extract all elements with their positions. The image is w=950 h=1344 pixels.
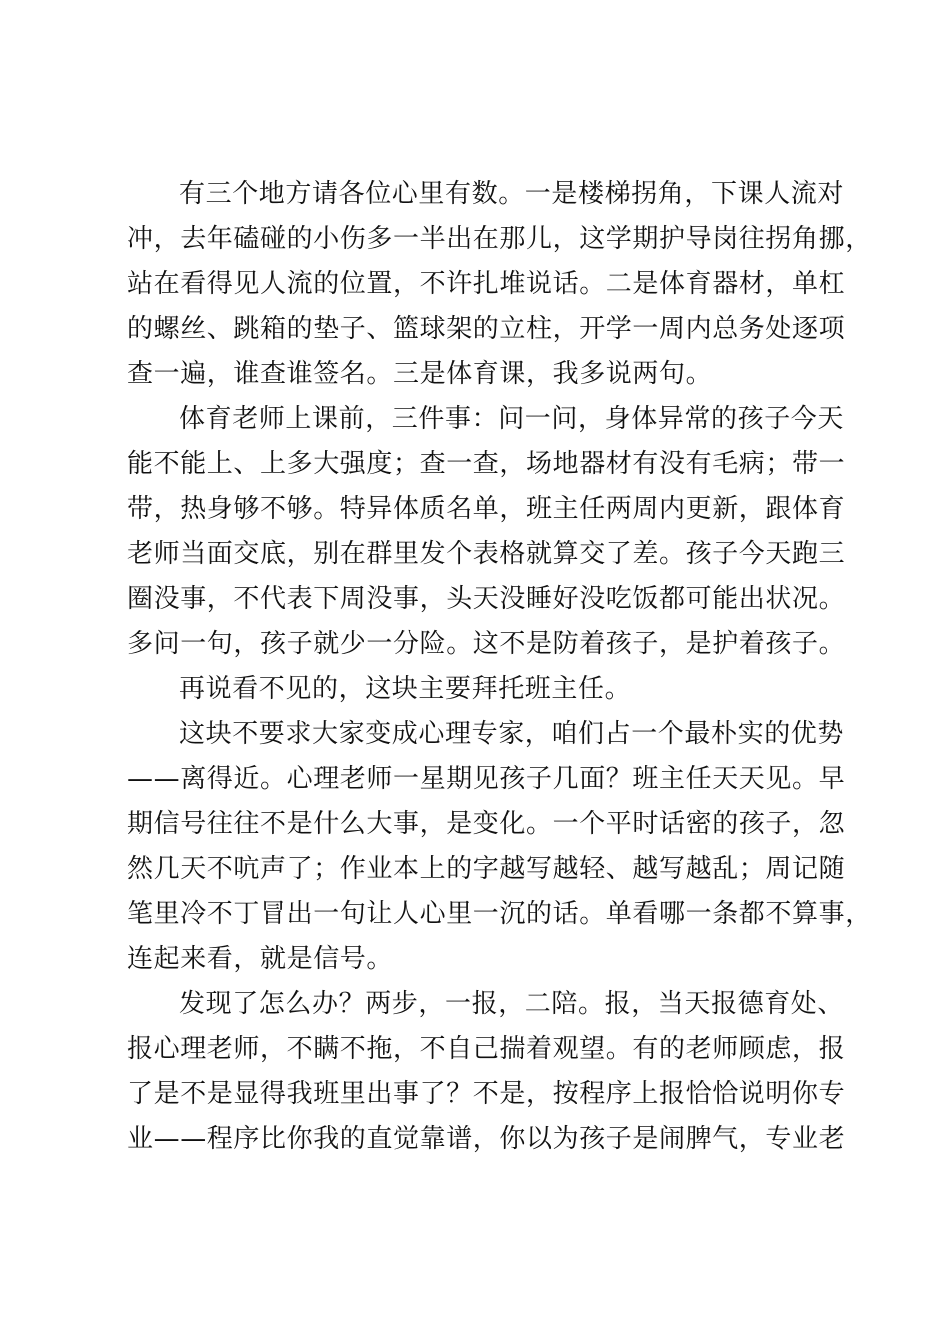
text-line: 能不能上、上多大强度；查一查，场地器材有没有毛病；带一 [127, 449, 846, 479]
text-line: 再说看不见的，这块主要拜托班主任。 [179, 674, 632, 704]
paragraph-1 [127, 172, 872, 397]
paragraph-2 [127, 397, 846, 667]
text-line: 笔里冷不丁冒出一句让人心里一沉的话。单看哪一条都不算事， [127, 899, 872, 929]
text-line: 然几天不吭声了；作业本上的字越写越轻、越写越乱；周记随 [127, 854, 846, 884]
text-line: 这块不要求大家变成心理专家，咱们占一个最朴实的优势 [179, 719, 845, 749]
text-line: 查一遍，谁查谁签名。三是体育课，我多说两句。 [127, 359, 713, 389]
text-line: 带，热身够不够。特异体质名单，班主任两周内更新，跟体育 [127, 494, 846, 524]
text-line: ——离得近。心理老师一星期见孩子几面？班主任天天见。早 [127, 764, 846, 794]
text-line: 连起来看，就是信号。 [127, 944, 394, 974]
text-line: 冲，去年磕碰的小伤多一半出在那儿，这学期护导岗往拐角挪， [127, 224, 872, 254]
text-line: 圈没事，不代表下周没事，头天没睡好没吃饭都可能出状况。 [127, 584, 846, 614]
paragraph-4 [127, 712, 872, 982]
text-line: 业——程序比你我的直觉靠谱，你以为孩子是闹脾气，专业老 [127, 1124, 846, 1154]
text-line: 发现了怎么办？两步，一报，二陪。报，当天报德育处、 [179, 989, 845, 1019]
text-line: 了是不是显得我班里出事了？不是，按程序上报恰恰说明你专 [127, 1079, 846, 1109]
text-line: 期信号往往不是什么大事，是变化。一个平时话密的孩子，忽 [127, 809, 846, 839]
text-line: 有三个地方请各位心里有数。一是楼梯拐角，下课人流对 [179, 179, 845, 209]
text-line: 站在看得见人流的位置，不许扎堆说话。二是体育器材，单杠 [127, 269, 846, 299]
paragraph-3 [127, 667, 839, 712]
text-line: 老师当面交底，别在群里发个表格就算交了差。孩子今天跑三 [127, 539, 846, 569]
document-body [127, 172, 872, 1162]
text-line: 体育老师上课前，三件事：问一问，身体异常的孩子今天 [179, 404, 845, 434]
paragraph-5 [127, 982, 846, 1162]
text-line: 的螺丝、跳箱的垫子、篮球架的立柱，开学一周内总务处逐项 [127, 314, 846, 344]
text-line: 多问一句，孩子就少一分险。这不是防着孩子，是护着孩子。 [127, 629, 846, 659]
text-line: 报心理老师，不瞒不拖，不自己揣着观望。有的老师顾虑，报 [127, 1034, 846, 1064]
